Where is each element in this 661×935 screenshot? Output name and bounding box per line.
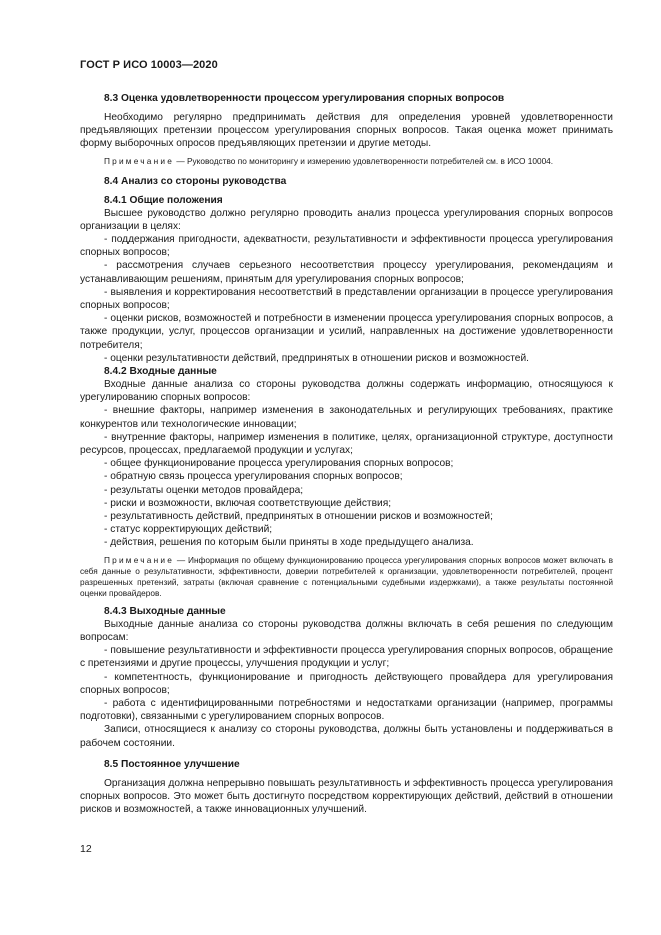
note-text: — Руководство по мониторингу и измерению удовлетворенности потребителей см. в ИСО 10004.: [174, 155, 554, 166]
list-item: - внешние факторы, например изменения в законодательных и регулирующих требованиях, практике конкурентов или технологические инновации;: [80, 405, 613, 430]
document-header: ГОСТ Р ИСО 10003—2020: [80, 59, 218, 71]
list-item: - статус корректирующих действий;: [104, 524, 273, 536]
list-item: - действия, решения по которым были приняты в ходе предыдущего анализа.: [104, 537, 474, 549]
list-item: - оценки результативности действий, предпринятых в отношении рисков и возможностей.: [104, 352, 529, 364]
paragraph-8-3: Необходимо регулярно предпринимать действия для определения уровней удовлетворенности предъявляющих претензии процессом урегулирования спорных вопросов. Такая оценка может принимать форму выборочных опросов предъявляющих претензии и другие методы.: [80, 112, 613, 150]
note-label: Примечание: [104, 155, 175, 166]
list-item: - внутренние факторы, например изменения в политике, целях, организационной структуре, доступности ресурсов, процессах, предлагаемой продукции и услугах;: [80, 431, 613, 457]
list-item: - оценки рисков, возможностей и потребности в изменении процесса урегулирования спорных вопросов, а также продукции, услуг, процессов организации и усилий, направленных на достижение удовлетворенности потребителя;: [80, 313, 613, 351]
heading-8-5: 8.5 Постоянное улучшение: [104, 758, 240, 770]
list-item: - выявления и корректирования несоответствий в представлении организации в процессе урегулирования спорных вопросов;: [80, 286, 613, 312]
list-item: - рассмотрения случаев серьезного несоответствия процессу урегулирования, рекомендациям и устанавливающим решениям, принятым для урегулирования спорных вопросов;: [80, 260, 613, 285]
heading-8-4: 8.4 Анализ со стороны руководства: [104, 175, 287, 187]
paragraph-8-4-1-intro: Высшее руководство должно регулярно проводить анализ процесса урегулирования спорных вопросов организации в целях:: [80, 207, 613, 232]
heading-8-4-1: 8.4.1 Общие положения: [104, 194, 223, 206]
list-item: - обратную связь процесса урегулирования спорных вопросов;: [104, 471, 403, 483]
page-content: [80, 92, 613, 816]
heading-8-4-2: 8.4.2 Входные данные: [104, 366, 217, 378]
list-item: - результаты оценки методов провайдера;: [104, 484, 304, 496]
page-number: 12: [80, 843, 92, 855]
heading-8-4-3: 8.4.3 Выходные данные: [104, 605, 226, 617]
list-item: - работа с идентифицированными потребностями и недостатками организации (например, программы подготовки), связанными с урегулированием спорных вопросов.: [80, 697, 613, 723]
list-item: - компетентность, функционирование и пригодность действующего провайдера для урегулирования спорных вопросов;: [80, 671, 613, 696]
paragraph-8-5: Организация должна непрерывно повышать результативность и эффективность процесса урегулирования спорных вопросов. Это может быть достигнуто посредством корректирующих действий, действий в отношении рисков и возможностей, а также инновационных улучшений.: [80, 777, 613, 816]
list-item: - поддержания пригодности, адекватности, результативности и эффективности процесса урегулирования спорных вопросов;: [80, 234, 613, 259]
paragraph-8-4-3-intro: Выходные данные анализа со стороны руководства должны включать в себя решения по следующим вопросам:: [80, 618, 613, 643]
note-8-4-2: [80, 555, 613, 599]
list-item: - повышение результативности и эффективности процесса урегулирования спорных вопросов, обращение с претензиями и другие процессы, улучшения продукции и услуг;: [80, 645, 613, 670]
paragraph-8-4-2-intro: Входные данные анализа со стороны руководства должны содержать информацию, относящуюся к урегулированию спорных вопросов:: [80, 379, 613, 404]
note-8-3: [80, 156, 613, 167]
note-text: — Информация по общему функционированию процесса урегулирования спорных вопросов может включать в себя данные о результативности, эффективности, доверии потребителей к организации, удовлетворенности потребителей, процент разрешенных претензий, затраты (включая сравнение с потенциальными судебными издержками), а также результаты постоянной оценки провайдеров.: [80, 554, 613, 598]
list-item: - результативность действий, предпринятых в отношении рисков и возможностей;: [104, 511, 493, 523]
heading-8-3: 8.3 Оценка удовлетворенности процессом урегулирования спорных вопросов: [104, 93, 505, 104]
list-item: - риски и возможности, включая соответствующие действия;: [104, 497, 392, 509]
paragraph-8-4-3-closing: Записи, относящиеся к анализу со стороны руководства, должны быть установлены и поддерживаться в рабочем состоянии.: [80, 724, 613, 749]
list-item: - общее функционирование процесса урегулирования спорных вопросов;: [104, 458, 454, 470]
note-label: Примечание: [104, 554, 175, 565]
